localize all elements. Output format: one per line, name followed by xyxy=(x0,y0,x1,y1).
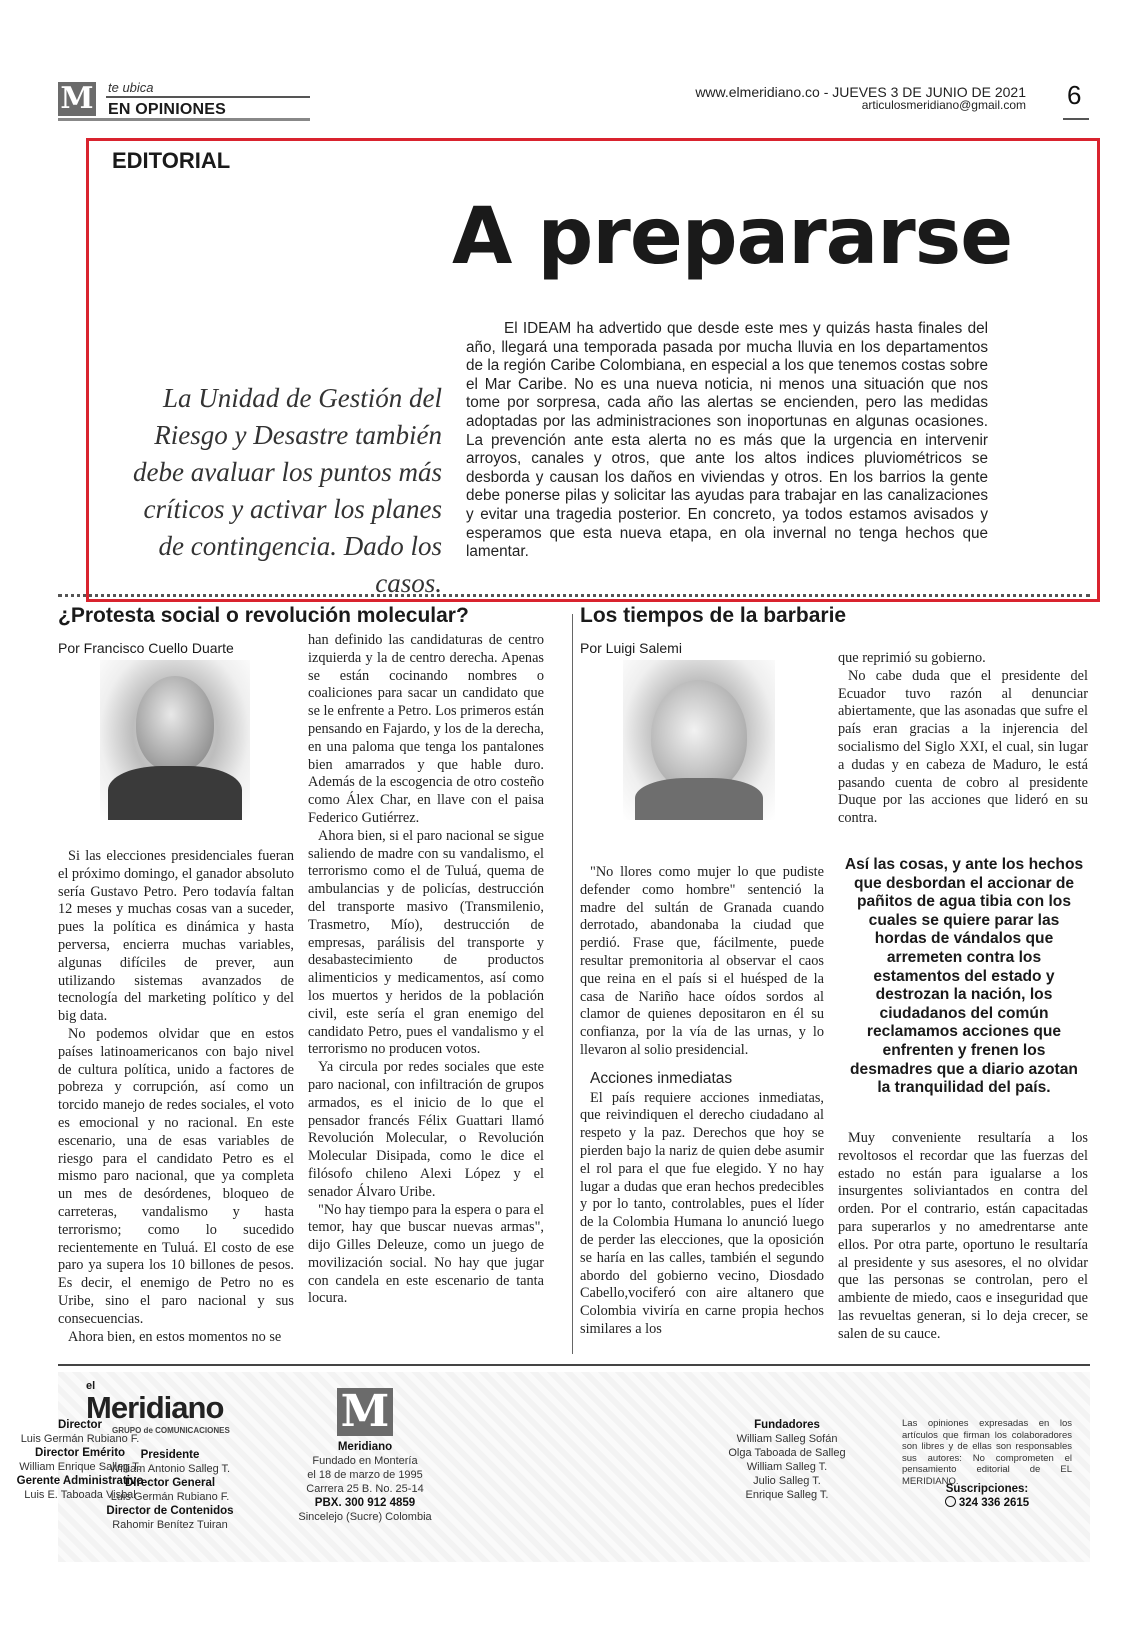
meridiano-logo: M xyxy=(58,82,96,116)
article-column xyxy=(580,864,824,1339)
article-headline: ¿Protesta social o revolución molecular? xyxy=(58,604,469,627)
address: Carrera 25 B. No. 25-14 xyxy=(306,1483,424,1495)
article-byline: Por Francisco Cuello Duarte xyxy=(58,640,234,656)
staff-name: Luis Germán Rubiano F. xyxy=(20,1433,140,1445)
paragraph: No podemos olvidar que en estos países latinoamericanos con bajo nivel de cultura política, unido a factores de pobreza y corrupción, así como un torcido manejo de redes sociales, el voto es emocional y no racional. En este escenario, una de esas variables de riesgo para el candidato Petro es el mismo paro nacional, que ya completa un mes de desórdenes, bloqueo de carreteras, vandalismo y hasta terrorismo; como lo sucedido recientemente en Tuluá. El costo de ese paro ya supera los 10 billones de pesos. Es decir, el enemigo de Petro no es Uribe, sino el paro nacional y sus consecuencias. xyxy=(58,1025,294,1327)
header-rule xyxy=(106,96,310,98)
footer-disclaimer: Las opiniones expresadas en los artículos que firman los colaboradores son libres y de ellas son responsables sus autores: No comprometen el pensamiento editorial de EL MERIDIANO. xyxy=(902,1418,1072,1487)
article-subhead: Acciones inmediatas xyxy=(590,1069,733,1087)
paragraph: Ahora bien, si el paro nacional se sigue saliendo de madre con su vandalismo, el terrorismo como el de Tuluá, quema de ambulancias y de policías, destrucción del transporte masivo (Transmilenio, Trasmetro, Mío), destrucción de empresas, parálisis del transporte y desabastecimiento de productos alimenticios y medicamentos, así como los muertos y heridos de la población civil, este sería el gran enemigo del candidato Petro, pues el vandalismo y el terrorismo no producen votos. xyxy=(308,827,544,1058)
pbx-phone: PBX. 300 912 4859 xyxy=(314,1497,416,1509)
staff-name: Luis E. Taboada Visbal xyxy=(24,1489,136,1501)
brand-el: el xyxy=(86,1380,96,1392)
staff-name: Luis Germán Rubiano F. xyxy=(110,1491,230,1503)
staff-title: Director Emérito xyxy=(34,1447,126,1459)
article-column xyxy=(308,632,544,1308)
header-tagline: te ubica xyxy=(108,80,154,95)
founder-name: William Salleg T. xyxy=(746,1461,828,1473)
staff-title: Presidente xyxy=(140,1449,200,1461)
founded-line: Fundado en Montería xyxy=(312,1455,418,1467)
article-column xyxy=(838,1130,1088,1344)
brand-group: GRUPO de COMUNICACIONES xyxy=(112,1426,230,1435)
founder-name: Julio Salleg T. xyxy=(753,1475,821,1487)
paragraph: "No hay tiempo para la espera o para el temor, hay que buscar nuevas armas", dijo Gilles Deleuze, como un juego de movilización social. No hay que jugar con candela en este escenario de tanta locura. xyxy=(308,1201,544,1307)
column-divider xyxy=(572,614,573,1354)
site-and-date: www.elmeridiano.co - JUEVES 3 DE JUNIO DE 2021 xyxy=(695,84,1026,100)
article-headline: Los tiempos de la barbarie xyxy=(580,604,847,627)
author-photo xyxy=(100,660,250,820)
paragraph: No cabe duda que el presidente del Ecuador tuvo razón al denunciar abiertamente, que las asonadas que sufre el país eran gracias a la injerencia del socialismo del Siglo XXI, el cual, sin lugar a dudas y en cabeza de Maduro, le está pasando cuenta de cobro al presidente Duque por las acciones que lideró en su contra. xyxy=(838,667,1088,827)
staff-name: William Enrique Salleg T. xyxy=(19,1461,141,1473)
paragraph: Si las elecciones presidenciales fueran el próximo domingo, el ganador absoluto sería Gustavo Petro. Pero todavía faltan 12 meses y muchas cosas van a suceder, pues la política es dinámica y hasta perversa, encierra muchas variables, algunas difíciles de prever, aun utilizando sistemas avanzados de tecnología del marketing político y del big data. xyxy=(58,848,294,1025)
paragraph: El país requiere acciones inmediatas, que reivindiquen el derecho ciudadano al respeto y la paz. Derechos que hoy se pierden bajo la nariz de quien debe asumir el rol para el que fue elegido. Y no hay lugar a dudas que eran hechos predecibles y por lo tanto, controlables, pues el líder de la Colombia Humana lo anunció luego de perder las elecciones, que la oposición se haría en las calles, también el segundo abordo del gobierno vecino, Diosdado Cabello,vociferó con aire altanero que Colombia viviría en carne propia hechos similares a los xyxy=(580,1089,824,1337)
founder-name: Olga Taboada de Salleg xyxy=(728,1447,846,1459)
brand-logo: Meridiano xyxy=(86,1390,224,1425)
page-number-rule xyxy=(1063,118,1089,120)
footer-staff-center xyxy=(0,1418,160,1502)
whatsapp-icon xyxy=(945,1496,956,1507)
editorial-body: El IDEAM ha advertido que desde este mes y quizás hasta finales del año, llegará una temporada pasada por mucha lluvia en los departamentos de la región Caribe Colombiana, en especial a los que tenemos costas sobre el Mar Caribe. No es una nueva noticia, ni menos una situación que nos tome por sorpresa, cada año las alertas se encienden, pero las medidas adoptadas por las administraciones son inoportunas en algunas ocasiones. La prevención ante esta alerta no es más que la urgencia en intervenir arroyos, canales y otros, que ante los altos indices pluviométricos se desborda y causan los daños en viviendas y otros. En los barrios la gente debe ponerse pilas y solicitar las ayudas para trabajar en las canalizaciones y evitar una tragedia posterior. En concreto, ya todos estamos avisados y esperamos que esta nueva etapa, en ola invernal no tenga hechos que lamentar. xyxy=(466,320,988,561)
editorial-title: A prepararse xyxy=(452,192,1013,282)
founder-name: William Salleg Sofán xyxy=(736,1433,838,1445)
center-logo: M xyxy=(337,1388,393,1436)
editorial-label: EDITORIAL xyxy=(112,148,231,173)
contact-email: articulosmeridiano@gmail.com xyxy=(861,98,1026,112)
article-column xyxy=(58,848,294,1346)
founded-date: el 18 de marzo de 1995 xyxy=(307,1469,423,1481)
footer-rule xyxy=(58,1364,1090,1366)
staff-title: Gerente Administrativo xyxy=(16,1475,144,1487)
paragraph: "No llores como mujer lo que pudiste defender como hombre" sentenció la madre del sultán de Granada cuando derrotado, abandonaba la ciudad que perdió. Frase que, fácilmente, puede resultar premonitoria al observar el caos que reina en el país si el huésped de la casa de Nariño hace oídos sordos al clamor de quienes depositaron en él su confianza, por la vía de las urnas, y lo llevaron al solio presidencial. xyxy=(580,864,824,1058)
paragraph: Ahora bien, en estos momentos no se xyxy=(68,1328,282,1345)
subscriptions-title: Suscripciones: xyxy=(945,1483,1029,1495)
paragraph: Muy conveniente resultaría a los revoltosos el recordar que las fuerzas del estado no están para igualarse a los insurgentes soliviantados en contra del orden. Por el contrario, están capacitadas para superarlos y no amedrentarse ante ellos. Por otra parte, oportuno le resultaría al presidente y sus asesores, el no olvidar que las personas se controlan, pero el ambiente de miedo, caos e inseguridad que las revueltas generan, si lo deja crecer, se salen de su cauce. xyxy=(838,1130,1088,1342)
editorial-pull-quote: La Unidad de Gestión del Riesgo y Desastre también debe avaluar los puntos más críticos y activar los planes de contingencia. Dado los casos. xyxy=(133,383,442,598)
footer-founders xyxy=(712,1418,862,1502)
city: Sincelejo (Sucre) Colombia xyxy=(298,1511,432,1523)
paragraph: Ya circula por redes sociales que este paro nacional, con infiltración de grupos armados, es el inicio de lo que el pensador francés Félix Guattari llamó Revolución Molecular, o Revolución Molecular Disipada, como le dice el filósofo chileno Alexi López y el senador Álvaro Uribe. xyxy=(308,1059,544,1200)
page-number: 6 xyxy=(1067,80,1082,110)
staff-name: William Antonio Salleg T. xyxy=(109,1463,231,1475)
footer-subscriptions xyxy=(902,1482,1072,1510)
article-column xyxy=(838,650,1088,828)
center-logo-name: Meridiano xyxy=(337,1441,393,1453)
author-photo xyxy=(623,660,775,820)
subscriptions-phone: 324 336 2615 xyxy=(958,1497,1030,1509)
article-pull-quote: Así las cosas, y ante los hechos que desbordan el accionar de pañitos de agua tibia con los cuales se quiere parar las hordas de vándalos que arremeten contra los estamentos del estado y destrozan la nación, los ciudadanos del común reclamamos acciones que enfrenten y frenen los desmadres que a diario azotan la tranquilidad del país. xyxy=(844,856,1084,1097)
staff-title: Director xyxy=(57,1419,103,1431)
header-underline xyxy=(58,118,310,121)
founder-name: Enrique Salleg T. xyxy=(745,1489,829,1501)
section-name: EN OPINIONES xyxy=(108,101,226,118)
dotted-divider xyxy=(58,594,1090,597)
staff-name: Rahomir Benítez Tuiran xyxy=(112,1519,228,1531)
footer-founding xyxy=(290,1440,440,1524)
staff-title: Director de Contenidos xyxy=(106,1505,234,1517)
paragraph: han definido las candidaturas de centro izquierda y la de centro derecha. Apenas se están cocinando nombres o coaliciones para sacar un candidato que se le enfrente a Petro. Los primeros están pensando en Fajardo, y los de la derecha, en una paloma que tenga los pantalones bien amarrados y que hable duro. Además de la escogencia de otro costeño como Álex Char, en llave con el paisa Federico Gutiérrez. xyxy=(308,632,544,826)
paragraph: que reprimió su gobierno. xyxy=(838,650,986,666)
founders-title: Fundadores xyxy=(754,1419,820,1431)
staff-title: Director General xyxy=(124,1477,216,1489)
article-byline: Por Luigi Salemi xyxy=(580,640,682,656)
